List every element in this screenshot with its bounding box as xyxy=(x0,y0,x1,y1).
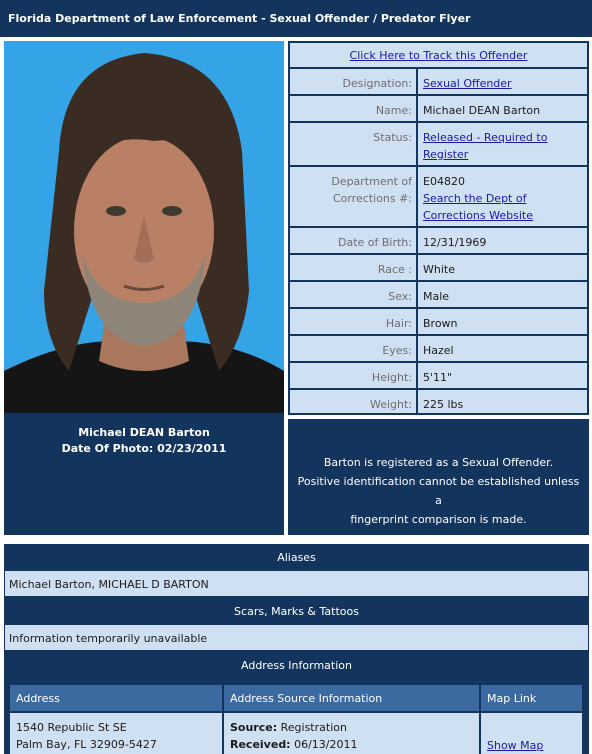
race-value: White xyxy=(418,255,587,280)
corrections-label-line1: Department of xyxy=(331,175,412,188)
weight-value: 225 lbs xyxy=(418,390,587,413)
notice-line-1: Barton is registered as a Sexual Offender. xyxy=(323,456,554,469)
address-received xyxy=(230,736,479,753)
details-section xyxy=(4,544,589,754)
track-offender-link[interactable]: Click Here to Track this Offender xyxy=(349,49,528,62)
status-link-line1[interactable]: Released - Required to xyxy=(423,131,548,144)
corrections-value-cell xyxy=(418,167,587,226)
source-label: Source: xyxy=(230,721,278,734)
offender-photo-image xyxy=(4,41,284,413)
address-source xyxy=(230,719,479,736)
info-row-sex xyxy=(290,282,587,307)
aliases-heading: Aliases xyxy=(277,551,316,564)
aliases-value: Michael Barton, MICHAEL D BARTON xyxy=(5,571,588,596)
photo-panel xyxy=(4,41,284,535)
height-label: Height: xyxy=(290,363,416,388)
scars-heading: Scars, Marks & Tattoos xyxy=(234,605,359,618)
corrections-number: E04820 xyxy=(423,175,465,188)
info-row-status xyxy=(290,123,587,165)
notice-line-2: Positive identification cannot be established unless a xyxy=(297,475,580,507)
status-label: Status: xyxy=(290,123,416,165)
info-row-dob xyxy=(290,228,587,253)
address-city: Palm Bay, FL 32909-5427 xyxy=(16,738,157,751)
dob-value: 12/31/1969 xyxy=(418,228,587,253)
received-value: 06/13/2011 xyxy=(294,738,358,751)
map-link-cell xyxy=(481,713,582,754)
designation-value-cell xyxy=(418,69,587,94)
info-row-eyes xyxy=(290,336,587,361)
address-column-header: Address xyxy=(10,685,222,711)
info-row-weight xyxy=(290,390,587,413)
received-label: Received: xyxy=(230,738,291,751)
address-source-cell xyxy=(224,713,479,754)
eyes-label: Eyes: xyxy=(290,336,416,361)
sex-label: Sex: xyxy=(290,282,416,307)
source-value: Registration xyxy=(280,721,347,734)
corrections-label-line2: Corrections #: xyxy=(332,192,412,205)
page-title-bar xyxy=(0,0,592,37)
address-cell xyxy=(10,713,222,754)
eyes-value: Hazel xyxy=(418,336,587,361)
photo-date: Date Of Photo: 02/23/2011 xyxy=(61,442,227,455)
status-link[interactable] xyxy=(423,131,547,161)
sex-value: Male xyxy=(418,282,587,307)
hair-label: Hair: xyxy=(290,309,416,334)
address-source-column-header: Address Source Information xyxy=(224,685,479,711)
weight-label: Weight: xyxy=(290,390,416,413)
height-value: 5'11" xyxy=(418,363,587,388)
show-map-link[interactable]: Show Map xyxy=(487,739,544,752)
track-offender-row xyxy=(290,43,587,67)
address-table xyxy=(10,685,582,754)
scars-value: Information temporarily unavailable xyxy=(5,625,588,650)
status-link-line2[interactable]: Register xyxy=(423,148,469,161)
designation-link[interactable]: Sexual Offender xyxy=(423,77,512,90)
notice-line-3: fingerprint comparison is made. xyxy=(350,513,527,526)
search-corrections-line2[interactable]: Corrections Website xyxy=(423,209,533,222)
photo-caption xyxy=(4,425,284,457)
hair-value: Brown xyxy=(418,309,587,334)
info-row-name xyxy=(290,96,587,121)
info-row-hair xyxy=(290,309,587,334)
map-link-column-header: Map Link xyxy=(481,685,582,711)
offender-info-panel xyxy=(288,41,589,415)
address-heading: Address Information xyxy=(241,659,352,672)
name-label: Name: xyxy=(290,96,416,121)
info-row-corrections xyxy=(290,167,587,226)
photo-name: Michael DEAN Barton xyxy=(78,426,210,439)
address-street: 1540 Republic St SE xyxy=(16,721,127,734)
info-row-designation xyxy=(290,69,587,94)
name-value: Michael DEAN Barton xyxy=(418,96,587,121)
offender-photo xyxy=(4,41,284,413)
corrections-label xyxy=(290,167,416,226)
dob-label: Date of Birth: xyxy=(290,228,416,253)
status-value-cell xyxy=(418,123,587,165)
race-label: Race : xyxy=(290,255,416,280)
search-corrections-link[interactable] xyxy=(423,192,533,222)
identification-notice xyxy=(288,419,589,535)
info-row-race xyxy=(290,255,587,280)
search-corrections-line1[interactable]: Search the Dept of xyxy=(423,192,527,205)
designation-label: Designation: xyxy=(290,69,416,94)
page-title: Florida Department of Law Enforcement - Sexual Offender / Predator Flyer xyxy=(8,12,471,25)
info-row-height xyxy=(290,363,587,388)
